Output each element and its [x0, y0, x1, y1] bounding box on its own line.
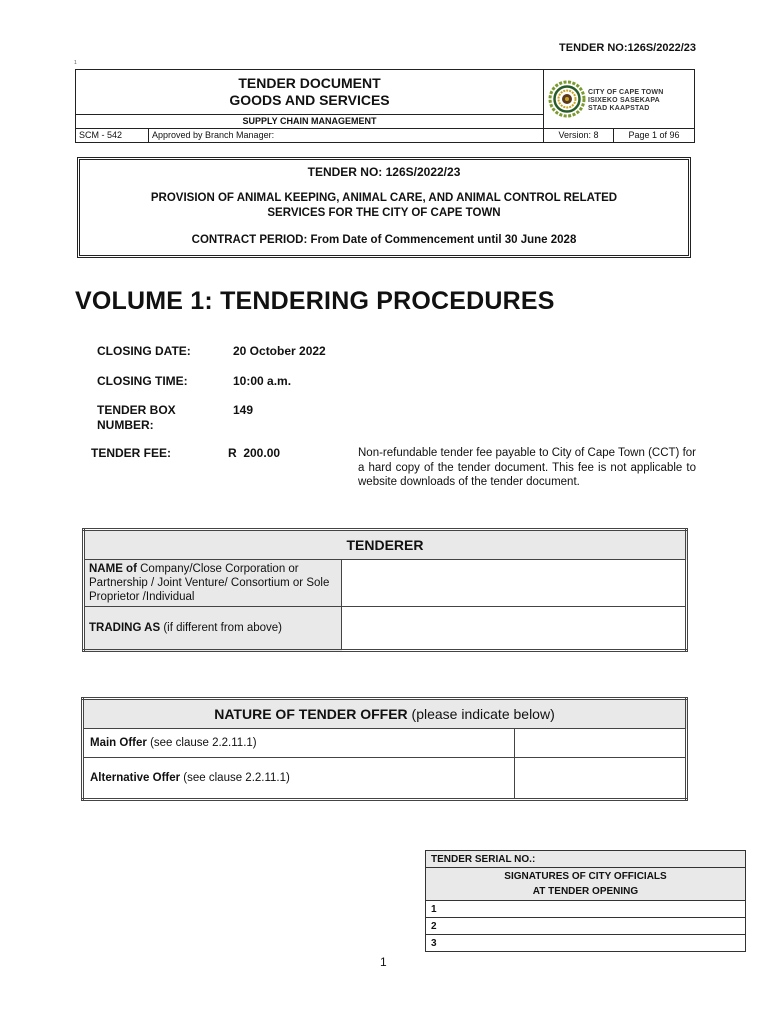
closing-time-value: 10:00 a.m. — [233, 374, 292, 388]
volume-heading: VOLUME 1: TENDERING PROCEDURES — [75, 287, 555, 315]
version: Version: 8 — [544, 129, 614, 143]
title-provision — [80, 191, 688, 221]
signatures-line-1: SIGNATURES OF CITY OFFICIALS — [504, 871, 667, 882]
nature-heading-rest: (please indicate below) — [407, 706, 555, 722]
alternative-offer-bold: Alternative Offer — [90, 772, 181, 784]
tender-fee-note: Non-refundable tender fee payable to City of Cape Town (CCT) for a hard copy of the tender document. This fee is not applicable to website downloads of the tender document. — [358, 447, 696, 488]
tender-box-label — [97, 403, 176, 433]
title-tender-number: TENDER NO: 126S/2022/23 — [307, 165, 461, 179]
top-tender-number: TENDER NO:126S/2022/23 — [559, 42, 696, 54]
tender-box-value: 149 — [233, 403, 254, 417]
closing-time-label: CLOSING TIME: — [97, 374, 188, 388]
name-bold: NAME of — [89, 563, 137, 575]
tenderer-name-label — [84, 560, 342, 607]
approved-by: Approved by Branch Manager: — [149, 129, 544, 143]
logo-line-1: CITY OF CAPE TOWN — [588, 89, 664, 96]
header-department: SUPPLY CHAIN MANAGEMENT — [76, 114, 544, 128]
trading-as-label — [84, 607, 342, 651]
tender-serial-table — [425, 850, 746, 952]
trading-as-field[interactable] — [342, 607, 687, 651]
header-title-2: GOODS AND SERVICES — [229, 92, 390, 108]
trading-rest: (if different from above) — [160, 622, 283, 634]
signatures-line-2: AT TENDER OPENING — [532, 886, 639, 897]
tenderer-table — [82, 528, 688, 652]
tender-box-label-2: NUMBER: — [97, 418, 154, 432]
main-offer-bold: Main Offer — [90, 737, 147, 749]
nature-of-offer-table — [81, 697, 688, 801]
tender-fee-label: TENDER FEE: — [91, 446, 172, 460]
logo-line-3: STAD KAAPSTAD — [588, 105, 650, 112]
city-logo — [544, 70, 694, 128]
document-header — [75, 69, 695, 143]
scm-code: SCM - 542 — [76, 129, 149, 143]
city-emblem-icon — [547, 79, 587, 119]
nature-heading-bold: NATURE OF TENDER OFFER — [214, 706, 408, 722]
signature-row[interactable]: 2 — [426, 918, 746, 935]
tenderer-heading: TENDERER — [84, 530, 687, 560]
tender-box-label-1: TENDER BOX — [97, 403, 176, 417]
alternative-offer-label — [83, 758, 515, 800]
provision-line-2: SERVICES FOR THE CITY OF CAPE TOWN — [267, 207, 501, 219]
header-info-row — [76, 128, 694, 142]
header-title-cell — [76, 70, 544, 114]
tenderer-name-field[interactable] — [342, 560, 687, 607]
signatures-heading — [426, 868, 746, 901]
closing-date-value: 20 October 2022 — [233, 344, 326, 358]
page-number: 1 — [380, 955, 387, 969]
main-offer-label — [83, 729, 515, 758]
nature-heading — [83, 699, 687, 729]
page-count: Page 1 of 96 — [628, 130, 680, 140]
name-rest: Company/Close Corporation or Partnership / Joint Venture/ Consortium or Sole Proprietor /Individual — [89, 563, 330, 603]
closing-date-label: CLOSING DATE: — [97, 344, 191, 358]
trading-bold: TRADING AS — [89, 622, 161, 634]
alternative-offer-field[interactable] — [515, 758, 687, 800]
signature-row[interactable]: 1 — [426, 901, 746, 918]
tender-fee-value: R 200.00 — [228, 446, 281, 460]
header-title-1: TENDER DOCUMENT — [238, 75, 381, 91]
signature-row[interactable]: 3 — [426, 935, 746, 952]
tender-title-box — [77, 157, 691, 258]
title-contract-period: CONTRACT PERIOD: From Date of Commencement until 30 June 2028 — [191, 234, 577, 246]
provision-line-1: PROVISION OF ANIMAL KEEPING, ANIMAL CARE, AND ANIMAL CONTROL RELATED — [150, 192, 618, 204]
tiny-mark: 1 — [74, 60, 77, 66]
logo-text — [588, 89, 663, 113]
logo-line-2: ISIXEKO SASEKAPA — [588, 97, 660, 104]
main-offer-rest: (see clause 2.2.11.1) — [146, 737, 257, 749]
serial-title: TENDER SERIAL NO.: — [426, 851, 746, 868]
alternative-offer-rest: (see clause 2.2.11.1) — [180, 772, 290, 784]
main-offer-field[interactable] — [515, 729, 687, 758]
